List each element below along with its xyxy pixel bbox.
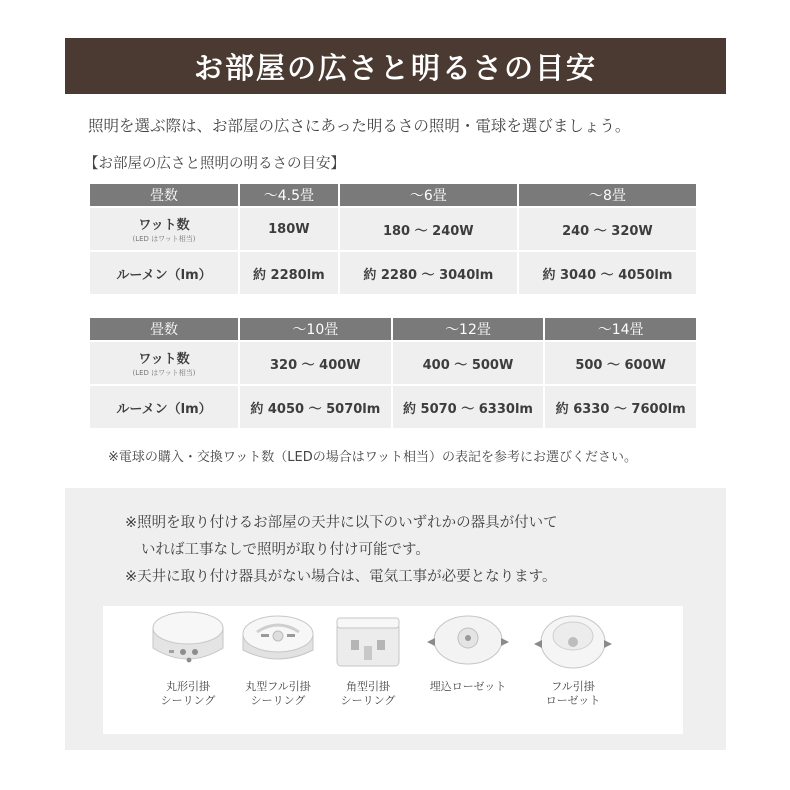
round-ceiling-hook-icon [147,606,229,676]
table-cell: 約 3040 〜 4050lm [519,252,696,294]
fixture-caption [323,680,413,708]
caption-line: 丸形引掛 [166,680,210,693]
table-cell: 180 〜 240W [340,208,517,250]
caption-line: シーリング [340,694,396,707]
caption-line: 丸型フル引掛 [245,680,311,693]
watt-note: (LED はワット相当) [132,369,196,377]
header-cell: 〜12畳 [393,318,544,340]
table-cell: 180W [240,208,338,250]
watt-note: (LED はワット相当) [132,235,196,243]
square-ceiling-hook-icon [327,606,409,676]
full-hook-rosette-icon [528,606,618,676]
table-cell: 約 4050 〜 5070lm [240,386,391,428]
header-cell: 〜10畳 [240,318,391,340]
caption-line: フル引掛 [551,680,595,693]
table-row-watts [90,208,696,250]
table-cell: 240 〜 320W [519,208,696,250]
fixture-round-full-ceiling [233,606,323,708]
embedded-rosette-icon [423,606,513,676]
fixture-caption [143,680,233,708]
header-cell: 畳数 [90,184,238,206]
brightness-table-small-rooms [88,182,698,296]
table-cell: 約 2280 〜 3040lm [340,252,517,294]
fixture-full-hook-rosette [528,606,618,708]
fixture-caption [528,680,618,708]
table-header-row [90,184,696,206]
info-line-3: ※天井に取り付け器具がない場合は、電気工事が必要となります。 [125,569,557,585]
caption-line: シーリング [250,694,306,707]
ceiling-fixture-info-box [65,488,726,750]
watt-label: ワット数 [138,352,190,367]
row-label-watts [90,342,238,384]
fixture-caption [233,680,323,708]
footnote: ※電球の購入・交換ワット数（LEDの場合はワット相当）の表記を参考にお選びください。 [108,450,638,465]
round-full-ceiling-hook-icon [237,606,319,676]
page-banner [65,38,726,94]
fixture-square-ceiling [323,606,413,708]
row-label-watts [90,208,238,250]
header-cell: 〜6畳 [340,184,517,206]
table-cell: 400 〜 500W [393,342,544,384]
table-row-watts [90,342,696,384]
fixture-panel [103,606,683,734]
table-cell: 約 5070 〜 6330lm [393,386,544,428]
header-cell: 〜4.5畳 [240,184,338,206]
caption-line: 埋込ローゼット [429,680,507,693]
header-cell: 〜8畳 [519,184,696,206]
caption-line: 角型引掛 [346,680,390,693]
header-cell: 畳数 [90,318,238,340]
intro-text: 照明を選ぶ際は、お部屋の広さにあった明るさの照明・電球を選びましょう。 [88,117,631,135]
table-heading: 【お部屋の広さと照明の明るさの目安】 [84,156,345,172]
info-text [125,510,558,591]
info-line-1: ※照明を取り付けるお部屋の天井に以下のいずれかの器具が付いて [125,515,558,531]
table-cell: 約 2280lm [240,252,338,294]
banner-title: お部屋の広さと明るさの目安 [193,50,597,85]
table-cell: 500 〜 600W [545,342,696,384]
brightness-table-large-rooms [88,316,698,430]
lumen-label: ルーメン（lm） [90,386,238,428]
table-row-lumens [90,252,696,294]
table-cell: 320 〜 400W [240,342,391,384]
lumen-label: ルーメン（lm） [90,252,238,294]
table-header-row [90,318,696,340]
info-line-2: いれば工事なしで照明が取り付け可能です。 [141,542,430,558]
caption-line: シーリング [160,694,216,707]
fixture-caption [423,680,513,694]
watt-label: ワット数 [138,218,190,233]
table-row-lumens [90,386,696,428]
fixture-round-ceiling [143,606,233,708]
table-cell: 約 6330 〜 7600lm [545,386,696,428]
header-cell: 〜14畳 [545,318,696,340]
fixture-embedded-rosette [423,606,513,694]
caption-line: ローゼット [545,694,601,707]
